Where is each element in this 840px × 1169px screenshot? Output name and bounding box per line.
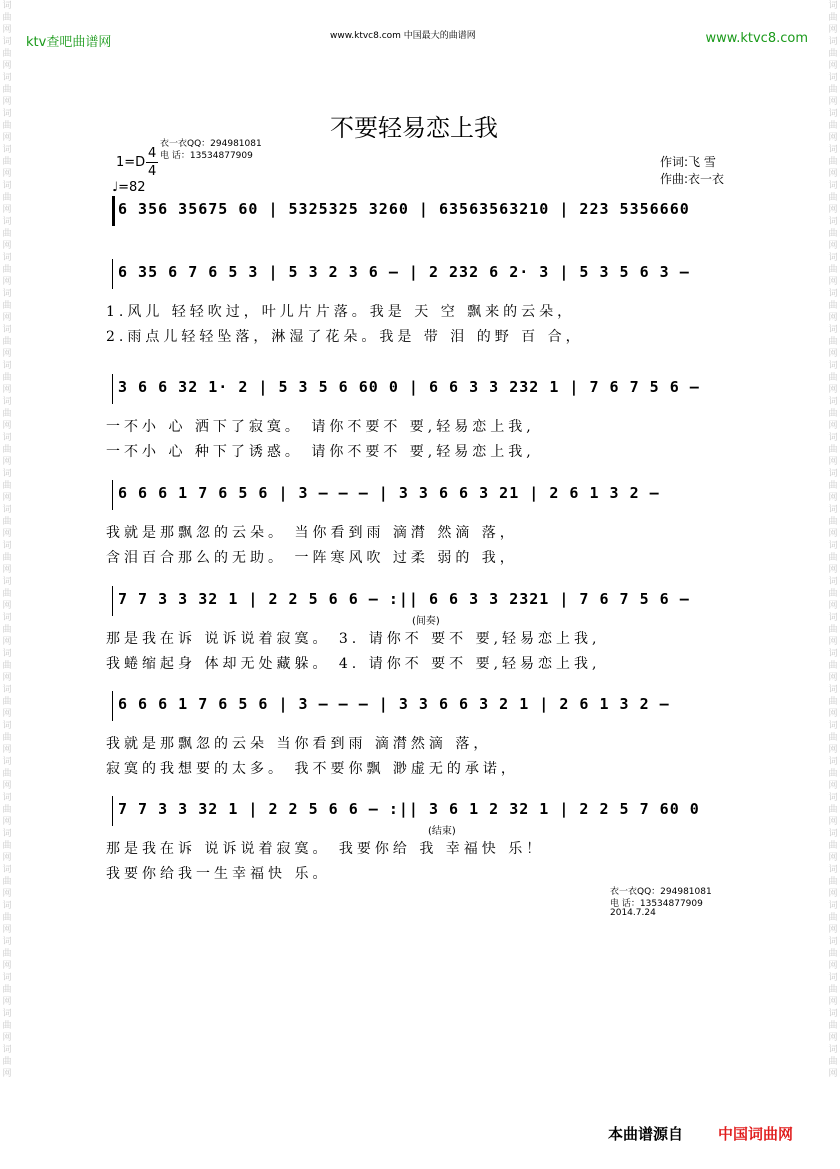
watermark-glyph: 词 xyxy=(2,253,12,263)
watermark-glyph: 词 xyxy=(828,253,838,263)
watermark-glyph: 词 xyxy=(2,217,12,227)
right-watermark-column xyxy=(826,0,840,1169)
watermark-glyph: 网 xyxy=(2,565,12,575)
watermark-glyph: 网 xyxy=(2,493,12,503)
notation-line: 6 356 35675 60 | 5325325 3260 | 63563563210 | 223 5356660 xyxy=(118,200,690,218)
footer-source-label: 本曲谱源自 xyxy=(608,1125,684,1143)
watermark-glyph: 曲 xyxy=(828,697,838,707)
watermark-glyph: 网 xyxy=(2,853,12,863)
watermark-glyph: 网 xyxy=(2,457,12,467)
watermark-glyph: 曲 xyxy=(828,769,838,779)
watermark-glyph: 曲 xyxy=(828,625,838,635)
watermark-glyph: 词 xyxy=(2,541,12,551)
watermark-glyph: 网 xyxy=(2,169,12,179)
watermark-glyph: 词 xyxy=(2,397,12,407)
watermark-glyph: 词 xyxy=(2,901,12,911)
watermark-glyph: 词 xyxy=(828,1009,838,1019)
watermark-glyph: 曲 xyxy=(2,85,12,95)
time-signature-bottom: 4 xyxy=(148,164,157,179)
lyric-line: 一不小 心 种下了诱惑。 请你不要不 要,轻易恋上我, xyxy=(106,444,535,460)
watermark-glyph: 曲 xyxy=(2,733,12,743)
header-left-site[interactable]: ktv查吧曲谱网 xyxy=(26,35,112,50)
tempo-marking: ♩=82 xyxy=(112,180,146,195)
watermark-glyph: 词 xyxy=(828,865,838,875)
watermark-glyph: 网 xyxy=(2,1069,12,1079)
barline xyxy=(112,480,113,510)
watermark-glyph: 词 xyxy=(828,541,838,551)
lyric-line: 一不小 心 洒下了寂寞。 请你不要不 要,轻易恋上我, xyxy=(106,419,535,435)
watermark-glyph: 词 xyxy=(828,37,838,47)
watermark-glyph: 网 xyxy=(2,277,12,287)
watermark-glyph: 词 xyxy=(2,1045,12,1055)
watermark-glyph: 词 xyxy=(2,469,12,479)
watermark-glyph: 曲 xyxy=(2,1021,12,1031)
watermark-glyph: 网 xyxy=(2,637,12,647)
watermark-glyph: 词 xyxy=(828,1,838,11)
watermark-glyph: 词 xyxy=(828,613,838,623)
watermark-glyph: 网 xyxy=(2,925,12,935)
watermark-glyph: 网 xyxy=(828,313,838,323)
watermark-glyph: 词 xyxy=(2,721,12,731)
watermark-glyph: 网 xyxy=(828,781,838,791)
watermark-glyph: 网 xyxy=(828,133,838,143)
watermark-glyph: 词 xyxy=(828,1045,838,1055)
watermark-glyph: 网 xyxy=(2,709,12,719)
watermark-glyph: 网 xyxy=(2,241,12,251)
lyric-line: 含泪百合那么的无助。 一阵寒风吹 过柔 弱的 我， xyxy=(106,550,518,566)
watermark-glyph: 词 xyxy=(2,73,12,83)
watermark-glyph: 曲 xyxy=(828,733,838,743)
watermark-glyph: 词 xyxy=(2,649,12,659)
contact-phone: 电 话：13534877909 xyxy=(160,151,253,161)
watermark-glyph: 词 xyxy=(2,433,12,443)
time-signature-line xyxy=(146,162,158,163)
watermark-glyph: 网 xyxy=(828,673,838,683)
watermark-glyph: 词 xyxy=(2,361,12,371)
watermark-glyph: 词 xyxy=(2,613,12,623)
watermark-glyph: 曲 xyxy=(828,661,838,671)
barline xyxy=(112,196,115,226)
watermark-glyph: 词 xyxy=(828,433,838,443)
watermark-glyph: 曲 xyxy=(828,481,838,491)
watermark-glyph: 网 xyxy=(828,745,838,755)
footer-source-site[interactable]: 中国词曲网 xyxy=(718,1125,794,1143)
notation-line: 7 7 3 3 32 1 | 2 2 5 6 6 — :|| 6 6 3 3 2321 | 7 6 7 5 6 — xyxy=(118,590,690,608)
lyric-line: 1.风儿 轻轻吹过，叶儿片片落。我是 天 空 飘来的云朵， xyxy=(106,304,576,320)
signature-date: 2014.7.24 xyxy=(610,908,656,918)
watermark-glyph: 词 xyxy=(828,649,838,659)
watermark-glyph: 词 xyxy=(828,829,838,839)
watermark-glyph: 曲 xyxy=(2,805,12,815)
watermark-glyph: 曲 xyxy=(2,265,12,275)
watermark-glyph: 词 xyxy=(828,793,838,803)
watermark-glyph: 曲 xyxy=(828,85,838,95)
watermark-glyph: 词 xyxy=(2,289,12,299)
contact-qq: 衣一衣QQ：294981081 xyxy=(160,139,262,149)
watermark-glyph: 网 xyxy=(2,205,12,215)
watermark-glyph: 网 xyxy=(2,997,12,1007)
watermark-glyph: 词 xyxy=(828,217,838,227)
watermark-glyph: 曲 xyxy=(2,661,12,671)
watermark-glyph: 网 xyxy=(828,493,838,503)
barline xyxy=(112,259,113,289)
watermark-glyph: 网 xyxy=(828,421,838,431)
watermark-glyph: 网 xyxy=(2,349,12,359)
watermark-glyph: 词 xyxy=(828,505,838,515)
watermark-glyph: 词 xyxy=(828,469,838,479)
watermark-glyph: 词 xyxy=(828,397,838,407)
watermark-glyph: 曲 xyxy=(828,13,838,23)
watermark-glyph: 词 xyxy=(2,325,12,335)
watermark-glyph: 词 xyxy=(828,325,838,335)
watermark-glyph: 曲 xyxy=(2,13,12,23)
watermark-glyph: 词 xyxy=(2,973,12,983)
watermark-glyph: 网 xyxy=(828,637,838,647)
lyric-line: 我蜷缩起身 体却无处藏躲。 4. 请你不 要不 要,轻易恋上我, xyxy=(106,656,601,672)
watermark-glyph: 网 xyxy=(828,709,838,719)
watermark-glyph: 曲 xyxy=(828,157,838,167)
watermark-glyph: 网 xyxy=(828,529,838,539)
watermark-glyph: 曲 xyxy=(828,877,838,887)
watermark-glyph: 词 xyxy=(828,973,838,983)
watermark-glyph: 曲 xyxy=(828,301,838,311)
watermark-glyph: 词 xyxy=(828,901,838,911)
barline xyxy=(112,691,113,721)
watermark-glyph: 曲 xyxy=(2,949,12,959)
watermark-glyph: 曲 xyxy=(828,337,838,347)
watermark-glyph: 网 xyxy=(828,997,838,1007)
watermark-glyph: 曲 xyxy=(2,409,12,419)
watermark-glyph: 网 xyxy=(828,1033,838,1043)
watermark-glyph: 词 xyxy=(828,757,838,767)
notation-line: 6 6 6 1 7 6 5 6 | 3 — — — | 3 3 6 6 3 21 | 2 6 1 3 2 — xyxy=(118,484,660,502)
watermark-glyph: 网 xyxy=(828,61,838,71)
barline xyxy=(112,586,113,616)
watermark-glyph: 曲 xyxy=(2,1057,12,1067)
watermark-glyph: 网 xyxy=(2,97,12,107)
watermark-glyph: 词 xyxy=(828,109,838,119)
watermark-glyph: 网 xyxy=(2,529,12,539)
watermark-glyph: 曲 xyxy=(2,481,12,491)
watermark-glyph: 词 xyxy=(828,361,838,371)
watermark-glyph: 曲 xyxy=(2,229,12,239)
watermark-glyph: 词 xyxy=(828,181,838,191)
watermark-glyph: 曲 xyxy=(828,841,838,851)
watermark-glyph: 词 xyxy=(2,757,12,767)
watermark-glyph: 网 xyxy=(2,817,12,827)
watermark-glyph: 词 xyxy=(828,721,838,731)
watermark-glyph: 词 xyxy=(2,937,12,947)
watermark-glyph: 词 xyxy=(2,505,12,515)
watermark-glyph: 曲 xyxy=(828,805,838,815)
watermark-glyph: 网 xyxy=(828,601,838,611)
watermark-glyph: 网 xyxy=(2,25,12,35)
watermark-glyph: 曲 xyxy=(2,517,12,527)
key-signature: 1=D xyxy=(116,155,146,170)
watermark-glyph: 网 xyxy=(2,601,12,611)
lyric-line: 我要你给我一生幸福快 乐。 xyxy=(106,866,331,882)
watermark-glyph: 曲 xyxy=(2,625,12,635)
watermark-glyph: 词 xyxy=(2,865,12,875)
watermark-glyph: 词 xyxy=(2,1009,12,1019)
watermark-glyph: 曲 xyxy=(828,1057,838,1067)
watermark-glyph: 曲 xyxy=(828,193,838,203)
watermark-glyph: 词 xyxy=(2,145,12,155)
watermark-glyph: 曲 xyxy=(2,589,12,599)
watermark-glyph: 曲 xyxy=(2,373,12,383)
watermark-glyph: 词 xyxy=(2,37,12,47)
lyric-line: 那是我在诉 说诉说着寂寞。 我要你给 我 幸福快 乐！ xyxy=(106,841,545,857)
watermark-glyph: 曲 xyxy=(2,697,12,707)
watermark-glyph: 曲 xyxy=(828,409,838,419)
section-tag: (间奏) xyxy=(412,616,440,627)
barline xyxy=(112,796,113,826)
watermark-glyph: 网 xyxy=(828,565,838,575)
watermark-glyph: 曲 xyxy=(828,373,838,383)
watermark-glyph: 网 xyxy=(2,889,12,899)
watermark-glyph: 网 xyxy=(828,205,838,215)
watermark-glyph: 曲 xyxy=(828,49,838,59)
watermark-glyph: 词 xyxy=(828,577,838,587)
watermark-glyph: 曲 xyxy=(828,949,838,959)
watermark-glyph: 词 xyxy=(2,829,12,839)
watermark-glyph: 曲 xyxy=(828,265,838,275)
watermark-glyph: 曲 xyxy=(2,337,12,347)
lyric-line: 那是我在诉 说诉说着寂寞。 3. 请你不 要不 要,轻易恋上我, xyxy=(106,631,601,647)
header-right-site[interactable]: www.ktvc8.com xyxy=(705,31,808,46)
watermark-glyph: 网 xyxy=(828,97,838,107)
watermark-glyph: 网 xyxy=(2,961,12,971)
notation-line: 3 6 6 32 1· 2 | 5 3 5 6 60 0 | 6 6 3 3 232 1 | 7 6 7 5 6 — xyxy=(118,378,700,396)
watermark-glyph: 词 xyxy=(828,145,838,155)
watermark-glyph: 曲 xyxy=(2,49,12,59)
left-watermark-column xyxy=(0,0,14,1169)
watermark-glyph: 网 xyxy=(828,385,838,395)
watermark-glyph: 词 xyxy=(2,577,12,587)
lyric-line: 寂寞的我想要的太多。 我不要你飘 渺虚无的承诺， xyxy=(106,761,519,777)
watermark-glyph: 网 xyxy=(828,457,838,467)
watermark-glyph: 词 xyxy=(828,685,838,695)
watermark-glyph: 曲 xyxy=(2,157,12,167)
watermark-glyph: 网 xyxy=(828,889,838,899)
header-center-text: www.ktvc8.com 中国最大的曲谱网 xyxy=(330,31,476,41)
watermark-glyph: 网 xyxy=(828,25,838,35)
watermark-glyph: 曲 xyxy=(828,517,838,527)
watermark-glyph: 曲 xyxy=(2,301,12,311)
watermark-glyph: 曲 xyxy=(2,985,12,995)
watermark-glyph: 网 xyxy=(828,277,838,287)
watermark-glyph: 网 xyxy=(828,817,838,827)
watermark-glyph: 曲 xyxy=(2,445,12,455)
watermark-glyph: 曲 xyxy=(2,121,12,131)
watermark-glyph: 网 xyxy=(2,385,12,395)
watermark-glyph: 曲 xyxy=(828,589,838,599)
watermark-glyph: 词 xyxy=(828,289,838,299)
watermark-glyph: 网 xyxy=(828,1069,838,1079)
watermark-glyph: 曲 xyxy=(828,229,838,239)
song-title: 不要轻易恋上我 xyxy=(330,114,498,142)
signature-qq: 衣一衣QQ：294981081 xyxy=(610,887,712,897)
watermark-glyph: 曲 xyxy=(828,553,838,563)
lyric-line: 我就是那飘忽的云朵。 当你看到雨 滴潸 然滴 落， xyxy=(106,525,518,541)
watermark-glyph: 曲 xyxy=(828,445,838,455)
watermark-glyph: 词 xyxy=(2,181,12,191)
watermark-glyph: 曲 xyxy=(2,913,12,923)
lyric-line: 2.雨点儿轻轻坠落，淋湿了花朵。我是 带 泪 的野 百 合， xyxy=(106,329,584,345)
watermark-glyph: 网 xyxy=(2,61,12,71)
watermark-glyph: 曲 xyxy=(2,553,12,563)
watermark-glyph: 词 xyxy=(2,685,12,695)
notation-line: 7 7 3 3 32 1 | 2 2 5 6 6 — :|| 3 6 1 2 32 1 | 2 2 5 7 60 0 xyxy=(118,800,700,818)
watermark-glyph: 曲 xyxy=(828,121,838,131)
time-signature-top: 4 xyxy=(148,146,157,161)
watermark-glyph: 曲 xyxy=(2,877,12,887)
watermark-glyph: 曲 xyxy=(828,985,838,995)
notation-line: 6 35 6 7 6 5 3 | 5 3 2 3 6 — | 2 232 6 2· 3 | 5 3 5 6 3 — xyxy=(118,263,690,281)
watermark-glyph: 词 xyxy=(2,1,12,11)
watermark-glyph: 曲 xyxy=(2,769,12,779)
watermark-glyph: 曲 xyxy=(2,193,12,203)
section-tag: (结束) xyxy=(428,826,456,837)
watermark-glyph: 网 xyxy=(2,421,12,431)
signature-phone: 电 话：13534877909 xyxy=(610,899,703,909)
watermark-glyph: 网 xyxy=(2,673,12,683)
watermark-glyph: 网 xyxy=(2,745,12,755)
lyricist-credit: 作词:飞 雪 xyxy=(660,155,716,169)
watermark-glyph: 网 xyxy=(828,241,838,251)
watermark-glyph: 网 xyxy=(828,853,838,863)
watermark-glyph: 词 xyxy=(2,793,12,803)
watermark-glyph: 曲 xyxy=(828,913,838,923)
watermark-glyph: 网 xyxy=(828,349,838,359)
watermark-glyph: 词 xyxy=(828,937,838,947)
watermark-glyph: 网 xyxy=(828,925,838,935)
watermark-glyph: 网 xyxy=(2,1033,12,1043)
composer-credit: 作曲:衣一衣 xyxy=(660,172,725,186)
watermark-glyph: 网 xyxy=(828,961,838,971)
watermark-glyph: 网 xyxy=(2,781,12,791)
watermark-glyph: 网 xyxy=(2,313,12,323)
watermark-glyph: 词 xyxy=(828,73,838,83)
watermark-glyph: 网 xyxy=(2,133,12,143)
watermark-glyph: 网 xyxy=(828,169,838,179)
lyric-line: 我就是那飘忽的云朵 当你看到雨 滴潸然滴 落， xyxy=(106,736,492,752)
notation-line: 6 6 6 1 7 6 5 6 | 3 — — — | 3 3 6 6 3 2 1 | 2 6 1 3 2 — xyxy=(118,695,670,713)
barline xyxy=(112,374,113,404)
watermark-glyph: 词 xyxy=(2,109,12,119)
watermark-glyph: 曲 xyxy=(2,841,12,851)
watermark-glyph: 曲 xyxy=(828,1021,838,1031)
